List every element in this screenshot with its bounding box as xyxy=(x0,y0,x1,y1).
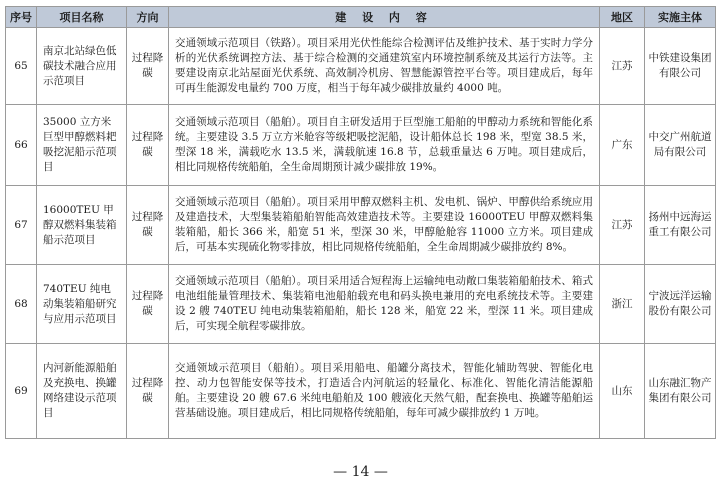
row-direction: 过程降碳 xyxy=(127,28,169,105)
row-content: 交通领域示范项目（船舶）。项目采用甲醇双燃料主机、发电机、锅炉、甲醇供给系统应用及建造技术，大型集装箱船舶智能高效建造技术等。主要建设 16000TEU 甲醇双燃料集装箱船，船长 366 米，船宽 51 米，型深 30 米，甲醇舱舱容 11000 立方米。项目建成后，可基本实现硫化物零排放，相比同规格传统船舶，全生命周期减少碳排放约 8%。 xyxy=(169,186,600,265)
table-row xyxy=(6,105,716,186)
projects-table xyxy=(5,6,716,439)
row-content: 交通领域示范项目（铁路）。项目采用光伏性能综合检测评估及维护技术、基于实时力学分析的光伏系统调控方法、基于综合检测的交通建筑室内环境控制系统及其运行方法等。主要建设南京北站屋面光伏系统、高效制冷机房、智慧能源管控平台等。项目建成后，每年可再生能源发电量约 700 万度，相当于每年减少碳排放量约 4000 吨。 xyxy=(169,28,600,105)
row-seq: 67 xyxy=(6,186,37,265)
header-name: 项目名称 xyxy=(37,7,127,28)
row-content: 交通领域示范项目（船舶）。项目自主研发适用于巨型施工船舶的甲醇动力系统和智能化系统。主要建设 3.5 万立方米舱容等级耙吸挖泥船，设计船体总长 198 米，型宽 38.5 米，型深 18 米，满载吃水 13.5 米，满载航速 16.8 节，总载重量达 6 万吨。项目建成后，相比同规格传统船舶，全生命周期预计减少碳排放 19%。 xyxy=(169,105,600,186)
header-content: 建 设 内 容 xyxy=(169,7,600,28)
row-region: 广东 xyxy=(600,105,645,186)
row-direction: 过程降碳 xyxy=(127,265,169,344)
table-row xyxy=(6,186,716,265)
row-project-name: 内河新能源船舶及充换电、换罐网络建设示范项目 xyxy=(37,344,127,439)
row-content: 交通领域示范项目（船舶）。项目采用适合短程海上运输纯电动敞口集装箱船舶技术、箱式电池组能量管理技术、集装箱电池船舶载充电和码头换电兼用的充电系统技术等。主要建设 2 艘 740TEU 纯电动集装箱船舶，船长 128 米，船宽 22 米，型深 11 米。项目建成后，可实现全航程零碳排放。 xyxy=(169,265,600,344)
row-project-name: 35000 立方米巨型甲醇燃料耙吸挖泥船示范项目 xyxy=(37,105,127,186)
row-content: 交通领域示范项目（船舶）。项目采用船电、船罐分离技术，智能化辅助驾驶、智能化电控、动力包智能安保等技术，打造适合内河航运的轻量化、标准化、智能化清洁能源船舶。主要建设 20 艘 67.6 米纯电船舶及 100 艘液化天然气船，配套换电、换罐等船舶运营基础设施。项目建成后，相比同规格传统船舶，每年可减少碳排放约 1 万吨。 xyxy=(169,344,600,439)
header-seq: 序号 xyxy=(6,7,37,28)
row-seq: 66 xyxy=(6,105,37,186)
header-entity: 实施主体 xyxy=(645,7,716,28)
page-number: — 14 — xyxy=(333,464,388,480)
row-entity: 宁波远洋运输股份有限公司 xyxy=(645,265,716,344)
row-region: 浙江 xyxy=(600,265,645,344)
table-row xyxy=(6,344,716,439)
row-entity: 山东融汇物产集团有限公司 xyxy=(645,344,716,439)
row-region: 江苏 xyxy=(600,28,645,105)
row-direction: 过程降碳 xyxy=(127,344,169,439)
row-project-name: 740TEU 纯电动集装箱船研究与应用示范项目 xyxy=(37,265,127,344)
row-entity: 扬州中远海运重工有限公司 xyxy=(645,186,716,265)
row-direction: 过程降碳 xyxy=(127,105,169,186)
row-entity: 中铁建设集团有限公司 xyxy=(645,28,716,105)
table-row xyxy=(6,265,716,344)
row-region: 江苏 xyxy=(600,186,645,265)
table-row xyxy=(6,28,716,105)
row-region: 山东 xyxy=(600,344,645,439)
header-region: 地区 xyxy=(600,7,645,28)
table-header-row xyxy=(6,7,716,28)
row-seq: 65 xyxy=(6,28,37,105)
row-seq: 69 xyxy=(6,344,37,439)
header-direction: 方向 xyxy=(127,7,169,28)
row-project-name: 南京北站绿色低碳技术融合应用示范项目 xyxy=(37,28,127,105)
row-direction: 过程降碳 xyxy=(127,186,169,265)
row-entity: 中交广州航道局有限公司 xyxy=(645,105,716,186)
row-project-name: 16000TEU 甲醇双燃料集装箱船示范项目 xyxy=(37,186,127,265)
row-seq: 68 xyxy=(6,265,37,344)
